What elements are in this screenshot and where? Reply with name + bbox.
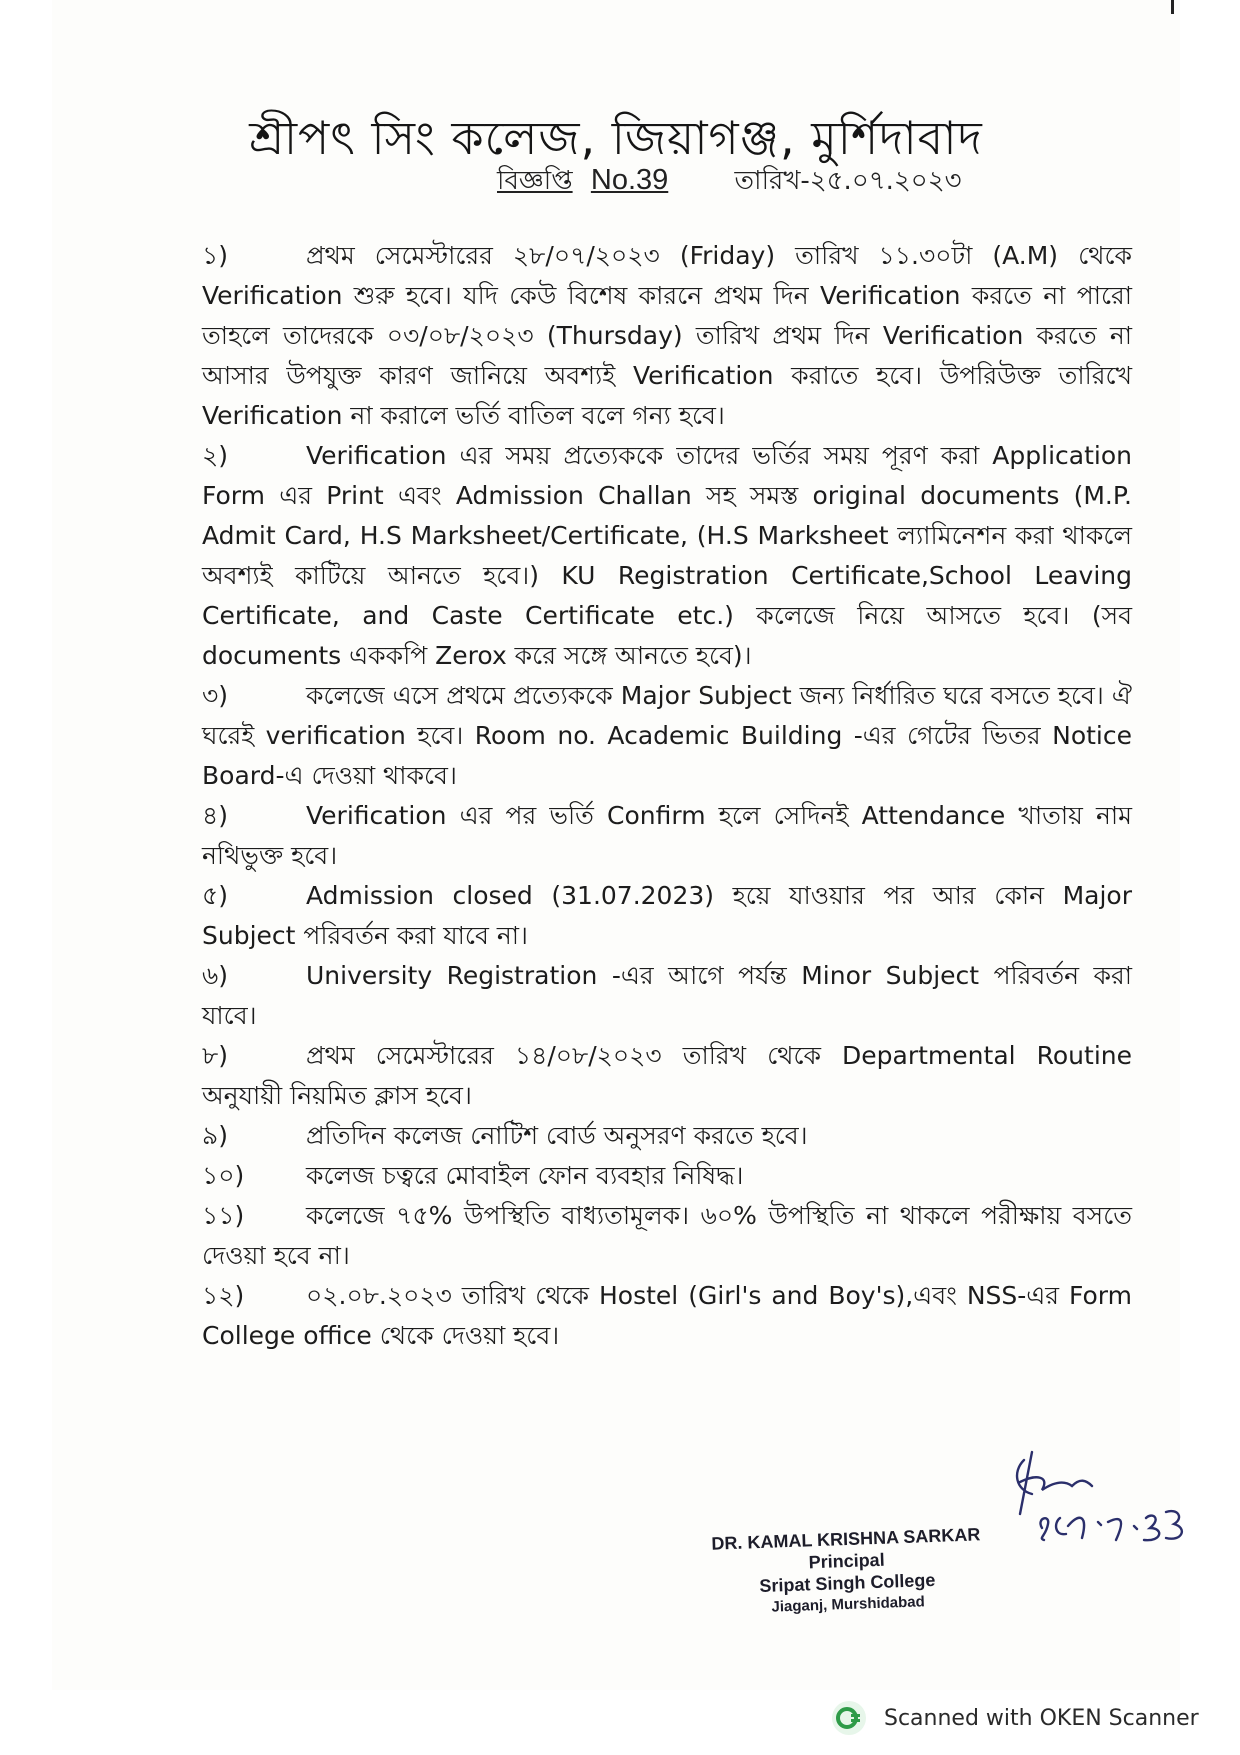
item-text: প্রথম সেমেস্টারের ১৪/০৮/২০২৩ তারিখ থেকে Departmental Routine অনুযায়ী নিয়মিত ক্লাস হবে। <box>202 1041 1132 1110</box>
item-number: ১১) <box>202 1201 245 1230</box>
item-number: ২) <box>202 441 229 470</box>
document-page <box>52 0 1180 1690</box>
item-text: Admission closed (31.07.2023) হয়ে যাওয়ার পর আর কোন Major Subject পরিবর্তন করা যাবে না। <box>202 881 1132 950</box>
scanner-watermark <box>832 1698 1199 1738</box>
item-number: ১০) <box>202 1161 245 1190</box>
scanner-watermark-text: Scanned with OKEN Scanner <box>884 1705 1199 1731</box>
item-number: ৬) <box>202 961 229 990</box>
notice-item <box>202 1156 1132 1196</box>
notice-item <box>202 956 1132 1036</box>
principal-stamp <box>691 1523 1004 1622</box>
notice-item <box>202 1196 1132 1276</box>
item-number: ৫) <box>202 881 228 910</box>
scan-edge-mark <box>1171 0 1174 14</box>
item-text: Verification এর সময় প্রত্যেককে তাদের ভর্তির সময় পূরণ করা Application Form এর Print এবং Admission Challan সহ সমস্ত original documents (M.P. Admit Card, H.S Marksheet/Certificate, (H.S Marksheet ল্যামিনেশন করা থাকলে অবশ্যই কাটিয়ে আনতে হবে।) KU Registration Certificate,School Leaving Certificate, and Caste Certificate etc.) কলেজে নিয়ে আসতে হবে। (সব documents এককপি Zerox করে সঙ্গে আনতে হবে)। <box>202 441 1133 670</box>
stamp-designation: Principal <box>808 1549 885 1573</box>
notice-date: তারিখ-২৫.০৭.২০২৩ <box>734 166 962 196</box>
notice-item <box>202 796 1132 876</box>
stamp-college: Sripat Singh College <box>759 1569 936 1597</box>
stamp-place: Jiaganj, Murshidabad <box>771 1593 926 1616</box>
item-number: ৩) <box>202 681 229 710</box>
item-number: ৯) <box>202 1121 228 1150</box>
notice-item <box>202 1036 1132 1116</box>
item-number: ৮) <box>202 1041 228 1070</box>
item-number: ১) <box>202 241 228 270</box>
notice-item <box>202 876 1132 956</box>
notice-item <box>202 436 1132 676</box>
notice-body <box>202 236 1132 1356</box>
notice-item <box>202 236 1132 436</box>
notice-item <box>202 1276 1132 1356</box>
item-text: কলেজে এসে প্রথমে প্রত্যেককে Major Subject জন্য নির্ধারিত ঘরে বসতে হবে। ঐ ঘরেই verification হবে। Room no. Academic Building -এর গেটের ভিতর Notice Board-এ দেওয়া থাকবে। <box>202 681 1132 790</box>
notice-item <box>202 676 1132 796</box>
notice-label: বিজ্ঞপ্তি <box>497 166 573 196</box>
college-name-heading: শ্রীপৎ সিং কলেজ, জিয়াগঞ্জ, মুর্শিদাবাদ <box>249 111 983 165</box>
item-text: Verification এর পর ভর্তি Confirm হলে সেদিনই Attendance খাতায় নাম নথিভুক্ত হবে। <box>202 801 1132 870</box>
item-text: University Registration -এর আগে পর্যন্ত Minor Subject পরিবর্তন করা যাবে। <box>202 961 1132 1030</box>
item-text: প্রতিদিন কলেজ নোটিশ বোর্ড অনুসরণ করতে হবে। <box>306 1121 808 1150</box>
handwritten-signature <box>1002 1442 1202 1552</box>
stamp-name: DR. KAMAL KRISHNA SARKAR <box>711 1524 981 1554</box>
item-number: ১২) <box>202 1281 245 1310</box>
notice-subheading <box>497 160 962 204</box>
item-text: ০২.০৮.২০২৩ তারিখ থেকে Hostel (Girl's and Boy's),এবং NSS-এর Form College office থেকে দেওয়া হবে। <box>202 1281 1132 1350</box>
item-text: প্রথম সেমেস্টারের ২৮/০৭/২০২৩ (Friday) তারিখ ১১.৩০টা (A.M) থেকে Verification শুরু হবে। যদি কেউ বিশেষ কারনে প্রথম দিন Verification করতে না পারো তাহলে তাদেরকে ০৩/০৮/২০২৩ (Thursday) তারিখ প্রথম দিন Verification করতে না আসার উপযুক্ত কারণ জানিয়ে অবশ্যই Verification করাতে হবে। উপরিউক্ত তারিখে Verification না করালে ভর্তি বাতিল বলে গন্য হবে। <box>202 241 1132 430</box>
oken-scanner-logo-icon <box>832 1701 866 1735</box>
notice-item <box>202 1116 1132 1156</box>
item-number: ৪) <box>202 801 228 830</box>
item-text: কলেজ চত্বরে মোবাইল ফোন ব্যবহার নিষিদ্ধ। <box>306 1161 744 1190</box>
notice-number: No.39 <box>590 164 669 196</box>
item-text: কলেজে ৭৫% উপস্থিতি বাধ্যতামূলক। ৬০% উপস্থিতি না থাকলে পরীক্ষায় বসতে দেওয়া হবে না। <box>202 1201 1132 1270</box>
